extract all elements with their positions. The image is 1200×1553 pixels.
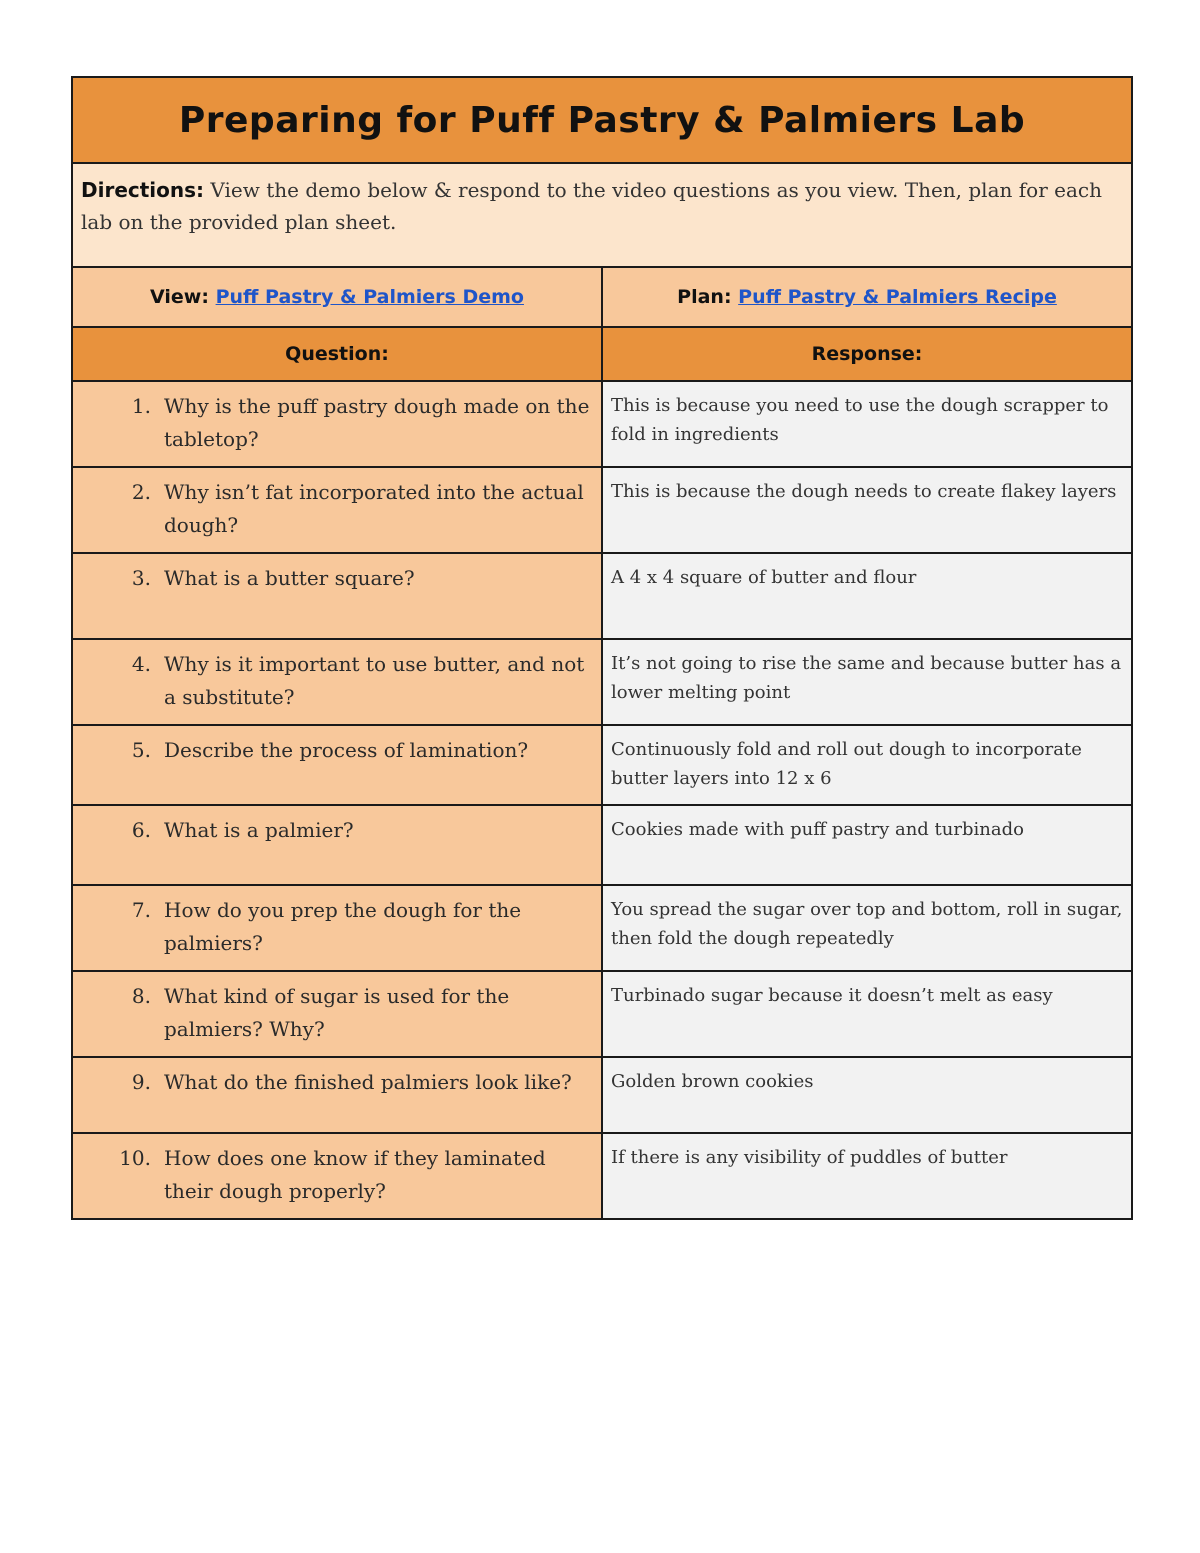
response-cell[interactable]: You spread the sugar over top and bottom, roll in sugar, then fold the dough repeatedly [602,885,1132,971]
table-row [72,885,1132,971]
table-row [72,639,1132,725]
question-text: How does one know if they laminated their dough properly? [164,1146,546,1203]
response-cell[interactable]: This is because the dough needs to create flakey layers [602,467,1132,553]
question-header: Question: [72,327,602,381]
directions [72,163,1132,267]
question-text: What kind of sugar is used for the palmiers? Why? [164,984,510,1041]
response-cell[interactable]: Golden brown cookies [602,1057,1132,1133]
question-text: What is a palmier? [164,818,354,842]
question-cell [72,467,602,553]
directions-label: Directions: [81,178,205,202]
response-cell[interactable]: It’s not going to rise the same and because butter has a lower melting point [602,639,1132,725]
plan-label: Plan: [677,286,732,308]
question-number: 7. [131,898,151,922]
view-demo-link[interactable]: Puff Pastry & Palmiers Demo [215,286,524,308]
question-number: 6. [131,818,151,842]
question-text: Why is the puff pastry dough made on the tabletop? [164,394,590,451]
table-row [72,553,1132,639]
question-text: Why is it important to use butter, and not a substitute? [164,652,585,709]
table-row [72,467,1132,553]
question-cell [72,1057,602,1133]
question-cell [72,725,602,805]
table-row [72,1133,1132,1219]
table-row [72,1057,1132,1133]
response-cell[interactable]: Continuously fold and roll out dough to incorporate butter layers into 12 x 6 [602,725,1132,805]
question-cell [72,639,602,725]
question-text: Why isn’t fat incorporated into the actual dough? [164,480,584,537]
question-text: What do the finished palmiers look like? [164,1070,572,1094]
question-number: 4. [131,652,151,676]
directions-text: View the demo below & respond to the video questions as you view. Then, plan for each lab on the provided plan sheet. [81,178,1102,234]
response-cell[interactable]: Cookies made with puff pastry and turbinado [602,805,1132,885]
plan-cell [602,267,1132,327]
question-cell [72,971,602,1057]
qa-rows [72,381,1132,1219]
plan-recipe-link[interactable]: Puff Pastry & Palmiers Recipe [738,286,1057,308]
response-header: Response: [602,327,1132,381]
worksheet-title: Preparing for Puff Pastry & Palmiers Lab [72,77,1132,163]
question-text: What is a butter square? [164,566,415,590]
question-number: 9. [131,1070,151,1094]
question-number: 8. [131,984,151,1008]
response-cell[interactable]: A 4 x 4 square of butter and flour [602,553,1132,639]
question-number: 1. [131,394,151,418]
response-cell[interactable]: If there is any visibility of puddles of butter [602,1133,1132,1219]
question-cell [72,1133,602,1219]
table-row [72,805,1132,885]
question-number: 3. [131,566,151,590]
question-number: 10. [119,1146,151,1170]
table-row [72,725,1132,805]
response-cell[interactable]: Turbinado sugar because it doesn’t melt as easy [602,971,1132,1057]
question-text: How do you prep the dough for the palmiers? [164,898,522,955]
worksheet-table [71,76,1133,1220]
question-cell [72,805,602,885]
question-cell [72,553,602,639]
table-row [72,381,1132,467]
view-cell [72,267,602,327]
question-cell [72,381,602,467]
table-row [72,971,1132,1057]
view-label: View: [150,286,209,308]
question-cell [72,885,602,971]
question-number: 5. [131,738,151,762]
question-number: 2. [131,480,151,504]
question-text: Describe the process of lamination? [164,738,529,762]
response-cell[interactable]: This is because you need to use the dough scrapper to fold in ingredients [602,381,1132,467]
